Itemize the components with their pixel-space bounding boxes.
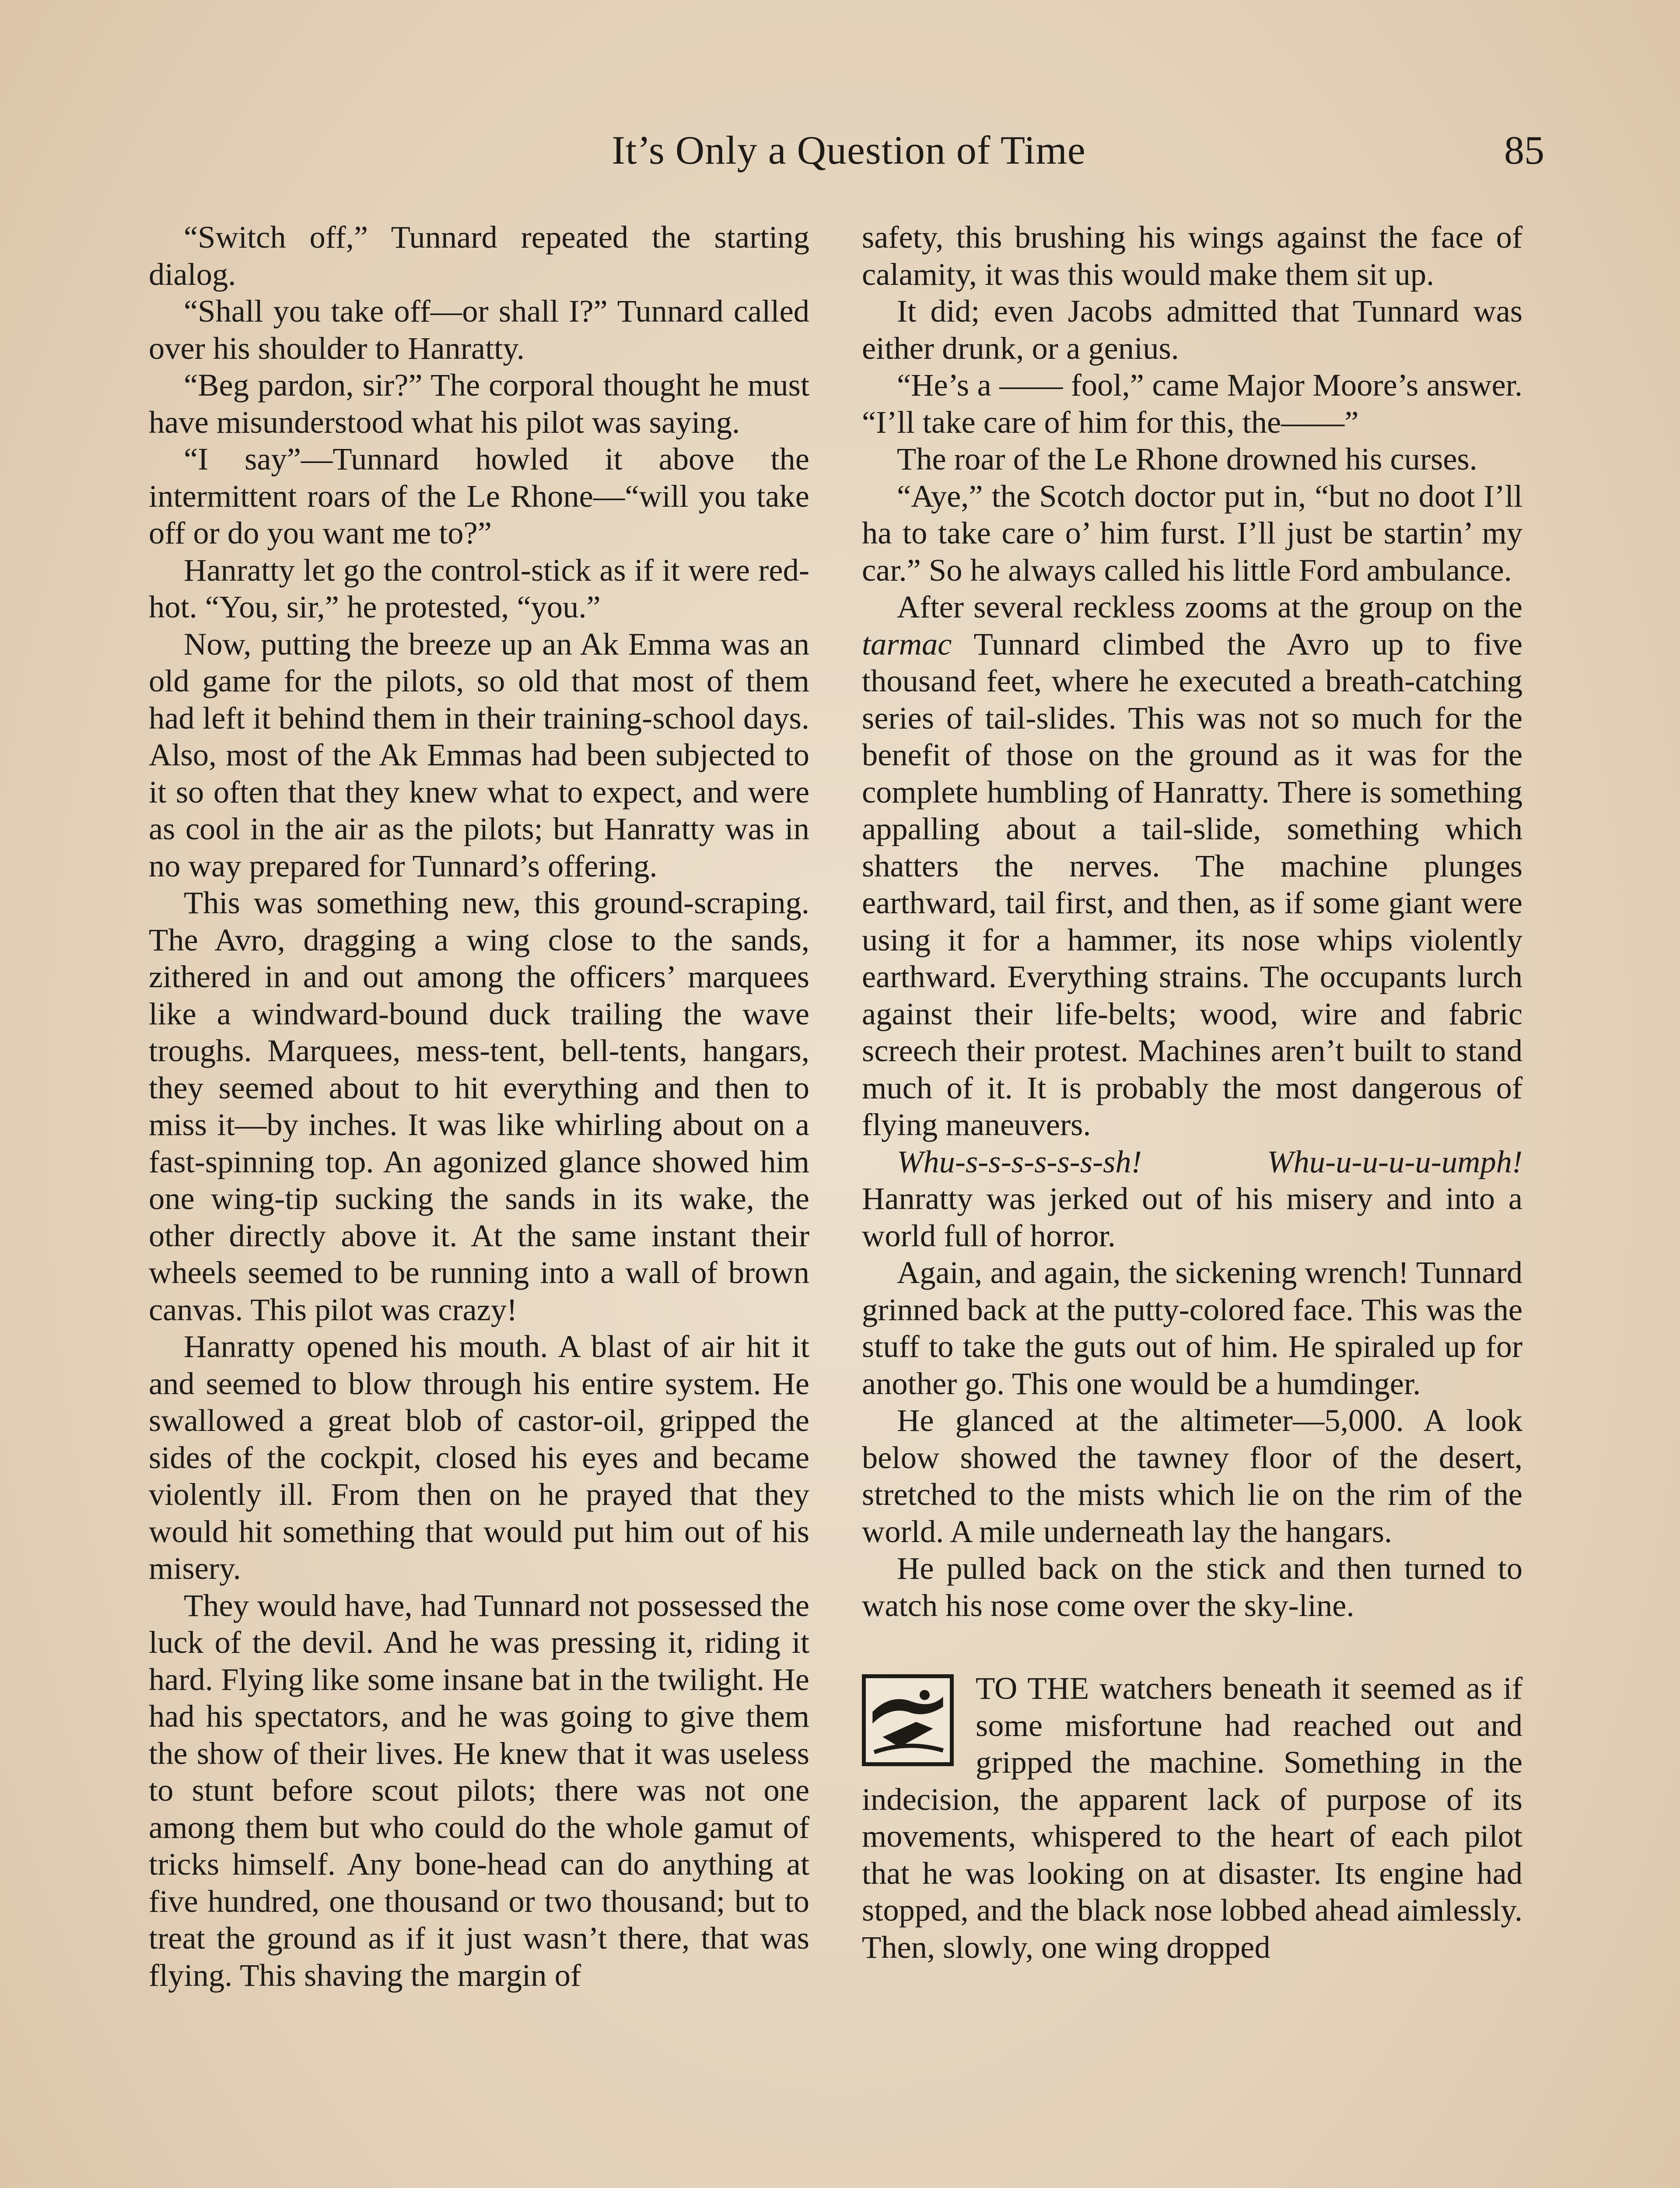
continued-paragraph: safety, this brushing his wings against the face of calamity, it was this would make them sit up. [862,219,1522,292]
paragraph: He pulled back on the stick and then turned to watch his nose come over the sky-line. [862,1550,1522,1623]
paragraph: “Beg pardon, sir?” The corporal thought he must have misunderstood what his pilot was saying. [149,367,809,440]
paragraph: Again, and again, the sickening wrench! Tunnard grinned back at the putty-colored face. This was the stuff to take the guts out of him. He spiraled up for another go. This one would be a humdinger. [862,1255,1522,1401]
sound-effect-2: Whu-u-u-u-u-umph! [1267,1143,1522,1179]
paragraph-tarmac [862,589,1522,1143]
text-run: Hanratty was jerked out of his misery and into a world full of horror. [862,1181,1522,1253]
left-column [149,219,809,1994]
paragraph: “Switch off,” Tunnard repeated the starting dialog. [149,219,809,292]
paragraph: This was something new, this ground-scraping. The Avro, dragging a wing close to the sands, zithered in and out among the officers’ marquees like a windward-bound duck trailing the wave troughs. Marquees, mess-tent, bell-tents, hangars, they seemed about to hit everything and then to miss it—by inches. It was like whirling about on a fast-spinning top. An agonized glance showed him one wing-tip sucking the sands in its wake, the other directly above it. At the same instant their wheels seemed to be running into a wall of brown canvas. This pilot was crazy! [149,885,809,1327]
right-column [862,219,1522,1966]
paragraph: He glanced at the altimeter—5,000. A look below showed the tawney floor of the desert, stretched to the mists which lie on the rim of the world. A mile underneath lay the hangars. [862,1403,1522,1549]
text-run: Tunnard climbed the Avro up to five thousand feet, where he executed a breath-catching series of tail-slides. This was not so much for the benefit of those on the ground as it was for the complete humbling of Hanratty. There is something appalling about a tail-slide, something which shatters the nerves. The machine plunges earthward, tail first, and then, as if some giant were using it for a hammer, its nose whips violently earthward. Everything strains. The occupants lurch against their life-belts; wood, wire and fabric screech their protest. Machines aren’t built to stand much of it. It is probably the most dangerous of flying maneuvers. [862,626,1522,1142]
paragraph: They would have, had Tunnard not possessed the luck of the devil. And he was pressing it, riding it hard. Flying like some insane bat in the twilight. He had his spectators, and he was going to give them the show of their lives. He knew that it was useless to stunt before scout pilots; there was not one among them but who could do the whole gamut of tricks himself. Any bone-head can do anything at five hundred, one thousand or two thousand; but to treat the ground as if it just wasn’t there, that was flying. This shaving the margin of [149,1587,809,1993]
section-lead-in: TO THE [976,1670,1089,1706]
paragraph: Now, putting the breeze up an Ak Emma was an old game for the pilots, so old that most of them had left it behind them in their training-school days. Also, most of the Ak Emmas had been subjected to it so often that they knew what to expect, and were as cool in the air as the pilots; but Hanratty was in no way prepared for Tunnard’s offering. [149,626,809,884]
paragraph: “Aye,” the Scotch doctor put in, “but no doot I’ll ha to take care o’ him furst. I’ll just be startin’ my car.” So he always called his little Ford ambulance. [862,478,1522,588]
sound-effect-1: Whu-s-s-s-s-s-s-sh! [897,1143,1142,1179]
page-number: 85 [1504,128,1544,172]
text-run: watchers beneath it seemed as if some misfortune had reached out and gripped the machine. Something in the indecision, the apparent lack of purpose of its movements, whispered to the heart of each pilot that he was looking on at disaster. Its engine had stopped, and the black nose lobbed ahead aimlessly. Then, slowly, one wing dropped [862,1670,1522,1965]
paragraph: It did; even Jacobs admitted that Tunnard was either drunk, or a genius. [862,293,1522,366]
paragraph: Hanratty let go the control-stick as if it were red-hot. “You, sir,” he protested, “you.” [149,552,809,624]
paragraph-sound-effects [862,1143,1522,1255]
text-run: After several reckless zooms at the group on the [897,589,1522,624]
paragraph: “I say”—Tunnard howled it above the intermittent roars of the Le Rhone—“will you take off or do you want me to?” [149,441,809,551]
paragraph: “Shall you take off—or shall I?” Tunnard called over his shoulder to Hanratty. [149,293,809,366]
paragraph: The roar of the Le Rhone drowned his curses. [897,441,1477,477]
biplane-vignette-icon [862,1674,954,1766]
section-opening-paragraph [862,1670,1522,1966]
running-title: It’s Only a Question of Time [612,128,1086,172]
paragraph: Hanratty opened his mouth. A blast of air hit it and seemed to blow through his entire system. He swallowed a great blob of castor-oil, gripped the sides of the cockpit, closed his eyes and became violently ill. From then on he prayed that they would hit something that would put him out of his misery. [149,1329,809,1586]
paragraph: “He’s a —— fool,” came Major Moore’s answer. “I’ll take care of him for this, the——” [862,367,1522,440]
page-header [149,127,1549,188]
italic-word: tarmac [862,626,952,662]
